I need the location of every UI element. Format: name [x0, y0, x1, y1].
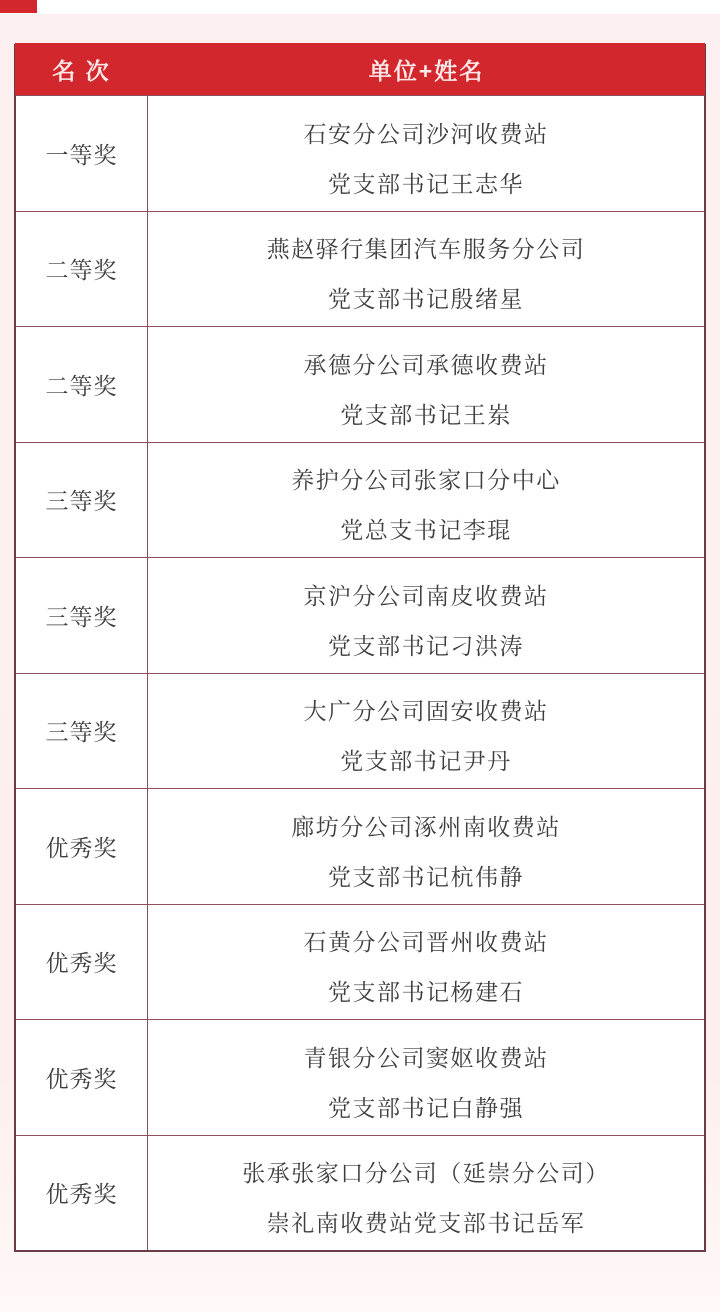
- unit-line-1: 京沪分公司南皮收费站: [303, 582, 549, 609]
- unit-line-1: 承德分公司承德收费站: [303, 351, 549, 378]
- awards-table: [14, 44, 706, 1252]
- unit-cell: [148, 558, 704, 673]
- unit-cell: [148, 905, 704, 1020]
- rank-cell: 一等奖: [16, 96, 148, 211]
- table-row: [16, 673, 704, 789]
- rank-cell: 优秀奖: [16, 1136, 148, 1251]
- rank-cell: 三等奖: [16, 558, 148, 673]
- top-white-strip: [0, 0, 720, 14]
- unit-line-2: 党支部书记刁洪涛: [328, 632, 524, 659]
- unit-line-2: 党支部书记王岽: [340, 401, 512, 428]
- unit-cell: [148, 674, 704, 789]
- unit-line-1: 养护分公司张家口分中心: [291, 467, 561, 494]
- rank-cell: 三等奖: [16, 443, 148, 558]
- rank-cell: 优秀奖: [16, 789, 148, 904]
- unit-line-1: 燕赵驿行集团汽车服务分公司: [266, 236, 586, 263]
- table-header: [15, 43, 705, 95]
- header-unit-cell: 单位+姓名: [368, 57, 485, 84]
- unit-line-1: 青银分公司窦妪收费站: [303, 1044, 549, 1071]
- rank-cell: 二等奖: [16, 327, 148, 442]
- unit-cell: [148, 1136, 704, 1251]
- table-row: [16, 1019, 704, 1135]
- table-row: [16, 442, 704, 558]
- table-row: [16, 211, 704, 327]
- rank-cell: 优秀奖: [16, 905, 148, 1020]
- unit-line-1: 张承张家口分公司（延崇分公司）: [242, 1160, 610, 1187]
- red-corner-block: [0, 0, 37, 13]
- table-row: [16, 1135, 704, 1251]
- unit-line-1: 石安分公司沙河收费站: [303, 120, 549, 147]
- unit-line-1: 廊坊分公司涿州南收费站: [291, 813, 561, 840]
- table-body: [16, 95, 704, 1250]
- rank-cell: 三等奖: [16, 674, 148, 789]
- unit-line-2: 党总支书记李琨: [340, 517, 512, 544]
- unit-line-2: 崇礼南收费站党支部书记岳军: [266, 1210, 586, 1237]
- unit-cell: [148, 443, 704, 558]
- unit-line-2: 党支部书记殷绪星: [328, 286, 524, 313]
- unit-line-2: 党支部书记杭伟静: [328, 863, 524, 890]
- rank-cell: 二等奖: [16, 212, 148, 327]
- unit-cell: [148, 96, 704, 211]
- rank-cell: 优秀奖: [16, 1020, 148, 1135]
- table-row: [16, 788, 704, 904]
- unit-cell: [148, 327, 704, 442]
- unit-line-1: 石黄分公司晋州收费站: [303, 929, 549, 956]
- table-row: [16, 95, 704, 211]
- table-row: [16, 904, 704, 1020]
- unit-cell: [148, 1020, 704, 1135]
- unit-cell: [148, 212, 704, 327]
- unit-line-1: 大广分公司固安收费站: [303, 698, 549, 725]
- unit-line-2: 党支部书记王志华: [328, 170, 524, 197]
- unit-line-2: 党支部书记白静强: [328, 1094, 524, 1121]
- table-row: [16, 557, 704, 673]
- unit-line-2: 党支部书记尹丹: [340, 748, 512, 775]
- unit-cell: [148, 789, 704, 904]
- header-rank-cell: 名 次: [52, 57, 111, 84]
- table-row: [16, 326, 704, 442]
- unit-line-2: 党支部书记杨建石: [328, 979, 524, 1006]
